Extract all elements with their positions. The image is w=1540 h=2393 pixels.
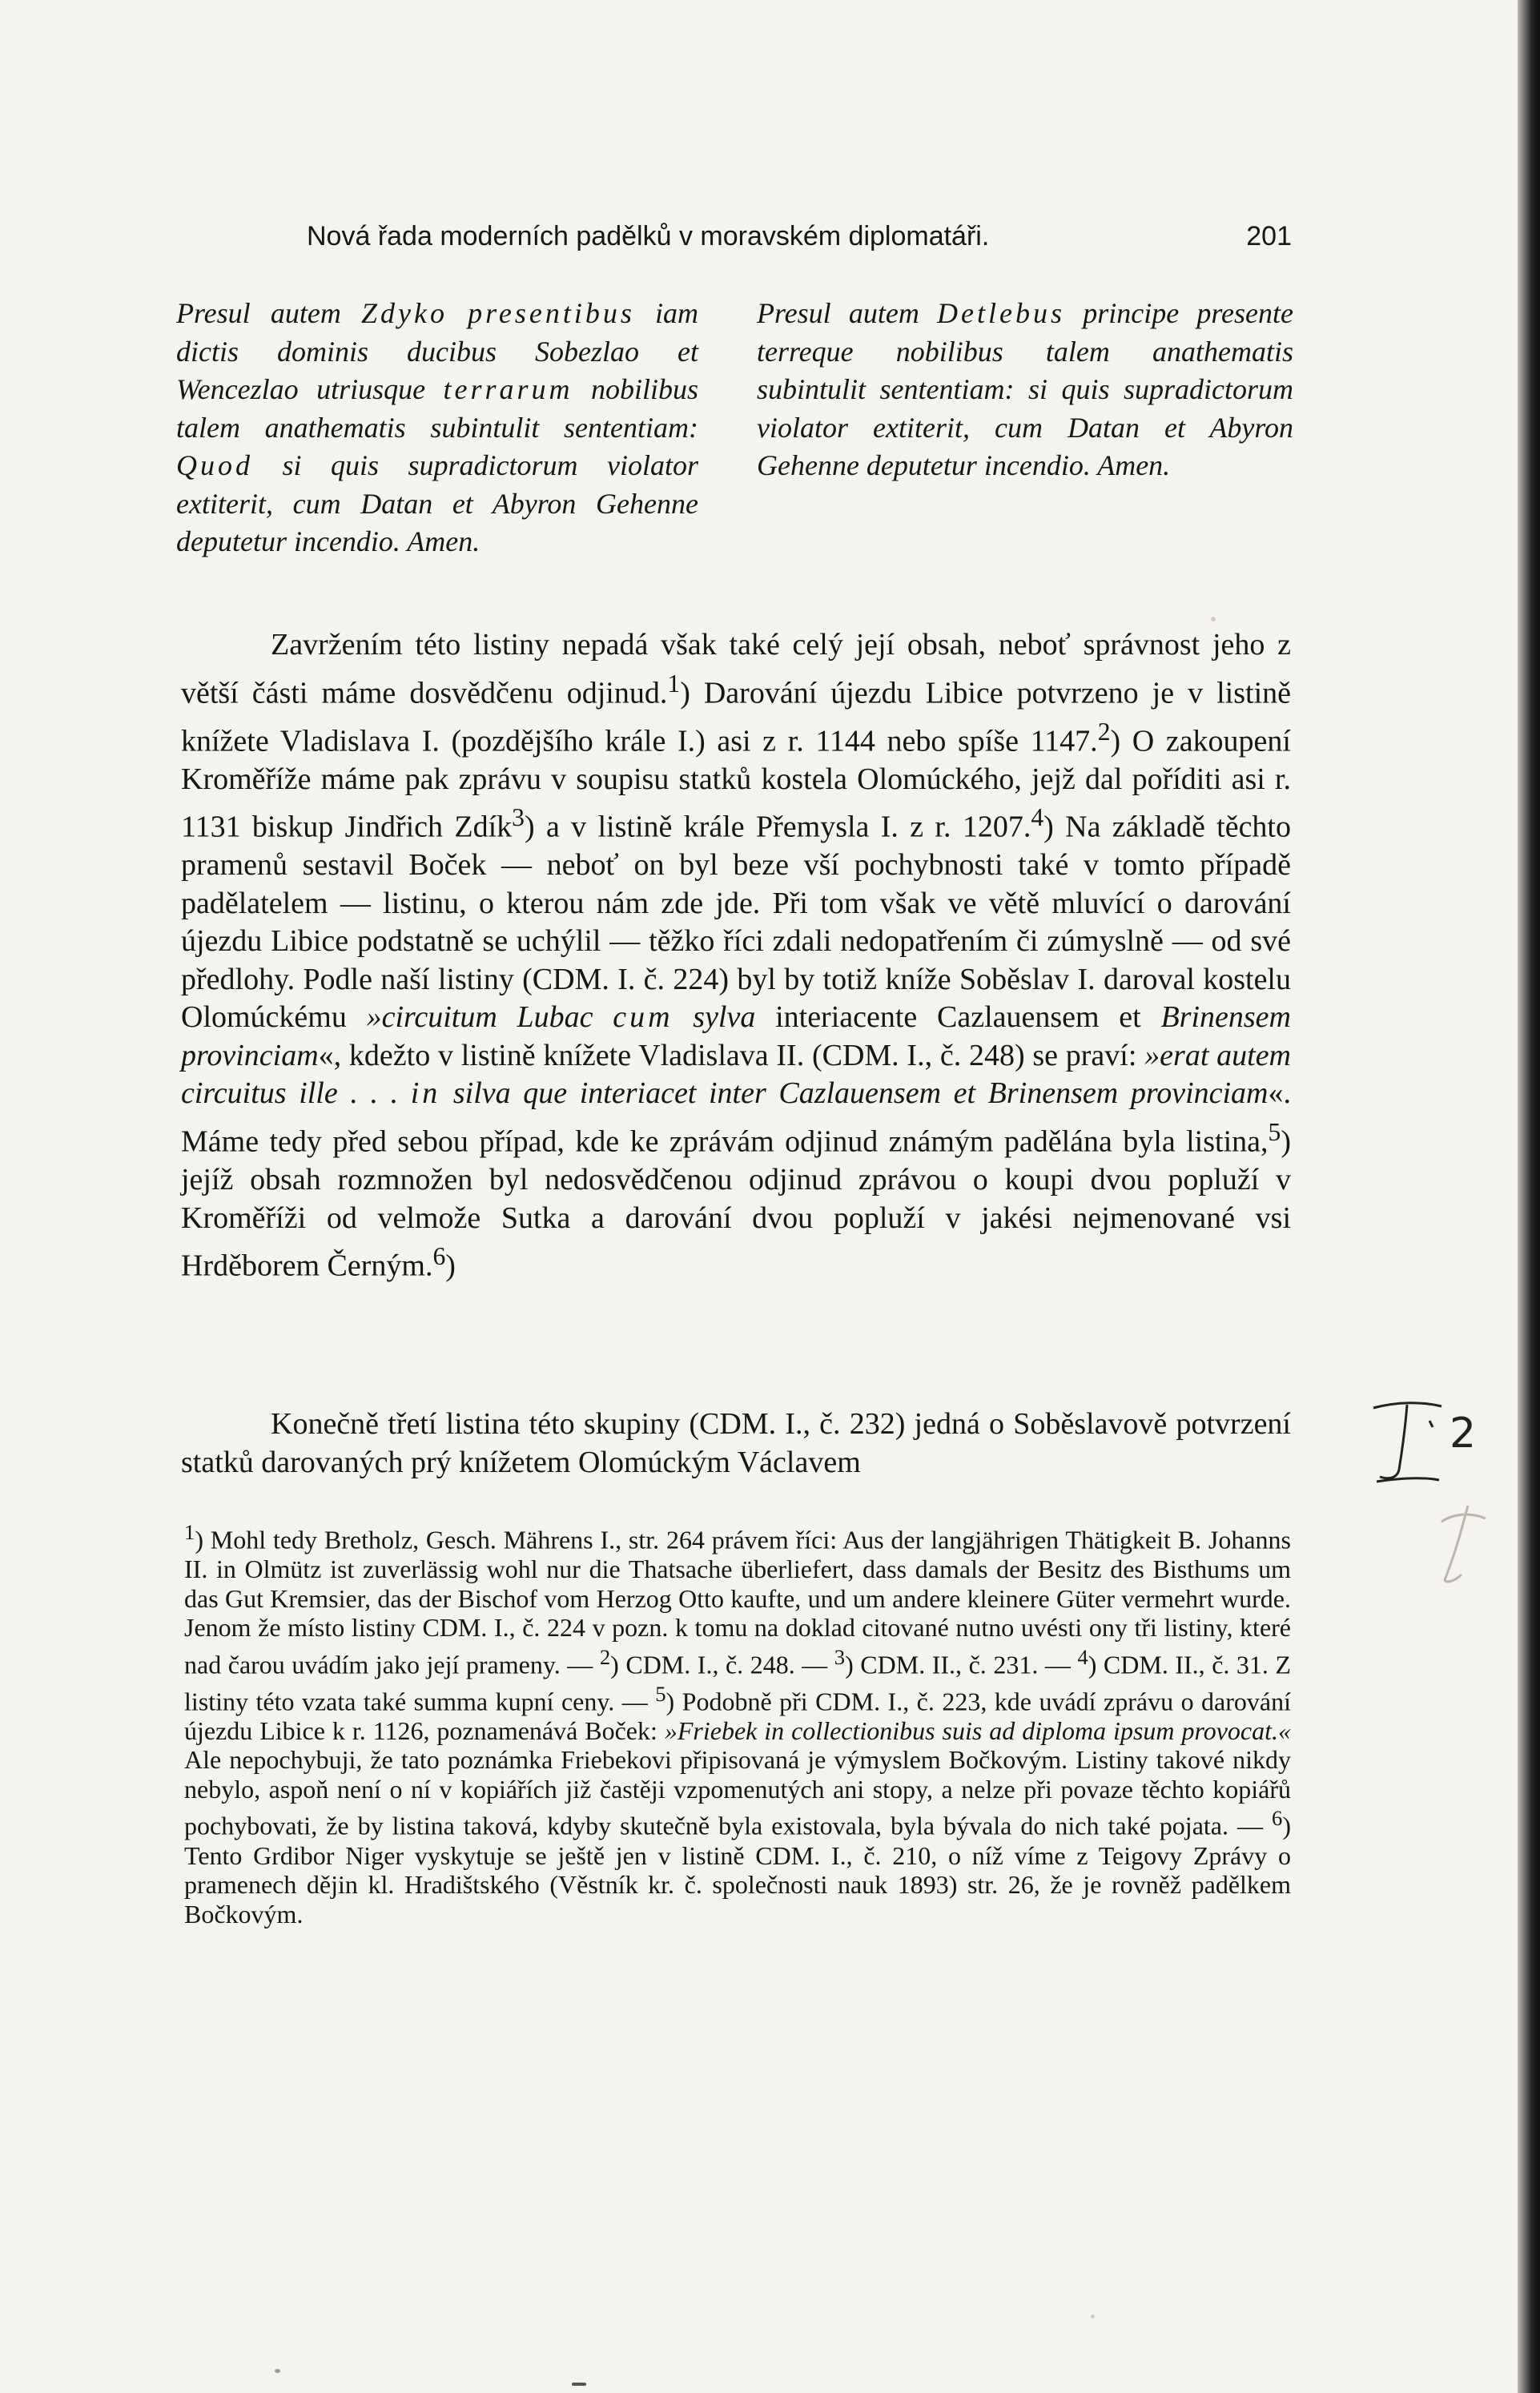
margin-note-number: 2: [1450, 1410, 1477, 1458]
body-text: ) a v listině krále Přemysla I. z r. 1207.: [524, 810, 1031, 844]
footnote-marker: 4: [1077, 1644, 1088, 1669]
footnote-text: ) CDM. II., č. 231. —: [845, 1650, 1078, 1679]
footnote-text: ) Mohl tedy Bretholz, Gesch. Mährens I., str. 264 právem říci: Aus der langjährigen Thätigkeit B. Johanns II. in Olmütz ist zuverlässig wohl nur die Thatsache überliefert, dass damals der Besitz des Bisthums um das Gut Kremsier, das der Bischof vom Herzog Otto kaufte, und um andere kleinere Güter vermehrt wurde. Jenom že místo listiny CDM. I., č. 224 v pozn. k tomu na doklad citované nutno uvésti ony tři listiny, které nad čarou uvádím jako její prameny. —: [184, 1525, 1291, 1679]
scan-speck: [275, 2369, 280, 2373]
body-text: ): [445, 1249, 456, 1283]
latin-quote-spaced: in: [410, 1076, 441, 1111]
body-text: «, kdežto v listině knížete Vladislava II. (CDM. I., č. 248) se praví:: [318, 1038, 1145, 1072]
latin-quote: »circuitum Lubac: [366, 1000, 613, 1035]
latin-column-left: [176, 295, 698, 561]
latin-spaced-word: Quod: [176, 449, 253, 481]
footnote-marker: 3: [834, 1644, 846, 1669]
body-text: ) O zakoupení Kroměříže máme pak zprávu v soupisu statků kostela Olomúckého, jejž dal poříditi asi r. 1131 biskup Jindřich Zdík: [181, 724, 1291, 844]
latin-spaced-word: terrarum: [443, 373, 573, 405]
handwritten-margin-mark: [1365, 1394, 1518, 1602]
footnote-ref: 4: [1031, 803, 1044, 832]
handwritten-stroke: [1380, 1405, 1407, 1478]
latin-spaced-name: Detlebus: [937, 297, 1065, 329]
footnote-ref: 6: [432, 1242, 446, 1271]
scan-speck: [1211, 617, 1216, 621]
scan-speck: [572, 2383, 586, 2386]
latin-column-right: [757, 295, 1293, 485]
latin-quote: Brinensem provinciam: [181, 1000, 1291, 1072]
body-text: ) Darování újezdu Libice potvrzeno je v listině knížete Vladislava I. (pozdějšího krále I.) asi z r. 1144 nebo spíše 1147.: [181, 676, 1291, 758]
page-number: 201: [1246, 221, 1292, 251]
header-title: Nová řada moderních padělků v moravském diplomatáři.: [307, 221, 990, 251]
latin-text: principe presente terreque nobilibus talem anathematis subintulit sententiam: si quis supradictorum violator extiterit, cum Datan et Abyron Gehenne deputetur incendio. Amen.: [757, 297, 1293, 481]
body-text: interiacente Cazlauensem et: [755, 1000, 1161, 1035]
latin-quote-spaced: cum: [613, 1000, 673, 1035]
body-text: ) jejíž obsah rozmnožen byl nedosvědčenou odjinud zprávou o koupi dvou popluží v Kroměříži od velmože Sutka a darování dvou popluží v jakési nejmenované vsi Hrděborem Černým.: [181, 1124, 1291, 1283]
footnote-ref: 5: [1268, 1117, 1281, 1146]
footnote-marker: 6: [1272, 1806, 1283, 1831]
main-paragraph: [181, 626, 1291, 1285]
footnote-text: ) Tento Grdibor Niger vyskytuje se ještě jen v listině CDM. I., č. 210, o níž víme z Teigovy Zprávy o pramenech dějin kl. Hradištského (Věstník kr. č. společnosti nauk 1893) str. 26, že je rovněž padělkem Bočkovým.: [184, 1812, 1291, 1928]
latin-text: si quis supradictorum violator extiterit, cum Datan et Abyron Gehenne deputetur incendio. Amen.: [176, 449, 698, 557]
footnotes: [184, 1518, 1291, 1928]
scan-speck: [1091, 2315, 1095, 2319]
latin-quote: »Friebek in collectionibus suis ad diploma ipsum provocat.«: [664, 1715, 1292, 1745]
footnote-marker: 5: [655, 1681, 666, 1706]
footnote-text: Ale nepochybuji, že tato poznámka Friebekovi připisovaná je výmyslem Bočkovým. Listiny takové nikdy nebylo, aspoň není o ní v kopiářích již častěji vzpomenutých ani stopy, a nelze při povaze těchto kopiářů pochybovati, že by listina taková, kdyby skutečně byla existovala, byla bývala do nich také pojata. —: [184, 1745, 1291, 1841]
footnote-ref: 3: [512, 803, 525, 832]
footnote-ref: 2: [1097, 717, 1111, 746]
handwritten-stroke: [1429, 1421, 1433, 1427]
latin-text: [448, 297, 468, 329]
footnote-marker: 2: [599, 1644, 611, 1669]
latin-spaced-word: presentibus: [468, 297, 635, 329]
latin-quote: sylva: [673, 1000, 756, 1035]
latin-text: Presul autem: [757, 297, 938, 329]
latin-quote: silva que interiacet inter Cazlauensem et Brinensem provinciam: [440, 1076, 1269, 1111]
footnote-text: ) CDM. I., č. 248. —: [610, 1650, 834, 1679]
latin-text: iam dictis dominis ducibus Sobezlao et Wencezlao utriusque: [176, 297, 699, 405]
body-text: Zavržením této listiny nepadá však také celý její obsah, neboť správnost jeho z větší části máme dosvědčenu odjinud.: [181, 628, 1291, 710]
latin-text: nobilibus talem anathematis subintulit sententiam:: [176, 373, 699, 444]
footnote-text: ) Podobně při CDM. I., č. 223, kde uvádí zprávu o darování újezdu Libice k r. 1126, poznamenává Boček:: [184, 1687, 1292, 1745]
scan-edge: [1518, 0, 1540, 2393]
latin-spaced-name: Zdyko: [361, 297, 448, 329]
footnote-text: ) CDM. II., č. 31. Z listiny této vzata také summa kupní ceny. —: [184, 1650, 1292, 1716]
body-text: Konečně třetí listina této skupiny (CDM. I., č. 232) jedná o Soběslavově potvrzení statků darovaných prý knížetem Olomúckým Václavem: [181, 1407, 1291, 1479]
footnote-marker: 1: [184, 1520, 195, 1544]
latin-quote: »erat autem circuitus ille . . .: [181, 1038, 1292, 1111]
body-text: «. Máme tedy před sebou případ, kde ke zprávám odjinud známým padělána byla listina,: [181, 1076, 1291, 1159]
body-text: ) Na základě těchto pramenů sestavil Boček — neboť on byl beze vší pochybnosti také v tomto případě padělatelem — listinu, o kterou nám zde jde. Při tom však ve větě mluvící o darování újezdu Libice podstatně se uchýlil — těžko říci zdali nedopatřením či zúmyslně — od své předlohy. Podle naší listiny (CDM. I. č. 224) byl by totiž kníže Soběslav I. daroval kostelu Olomúckému: [181, 810, 1291, 1035]
footnote-ref: 1: [667, 669, 681, 698]
latin-text: Presul autem: [176, 297, 361, 329]
second-paragraph: [181, 1406, 1291, 1482]
